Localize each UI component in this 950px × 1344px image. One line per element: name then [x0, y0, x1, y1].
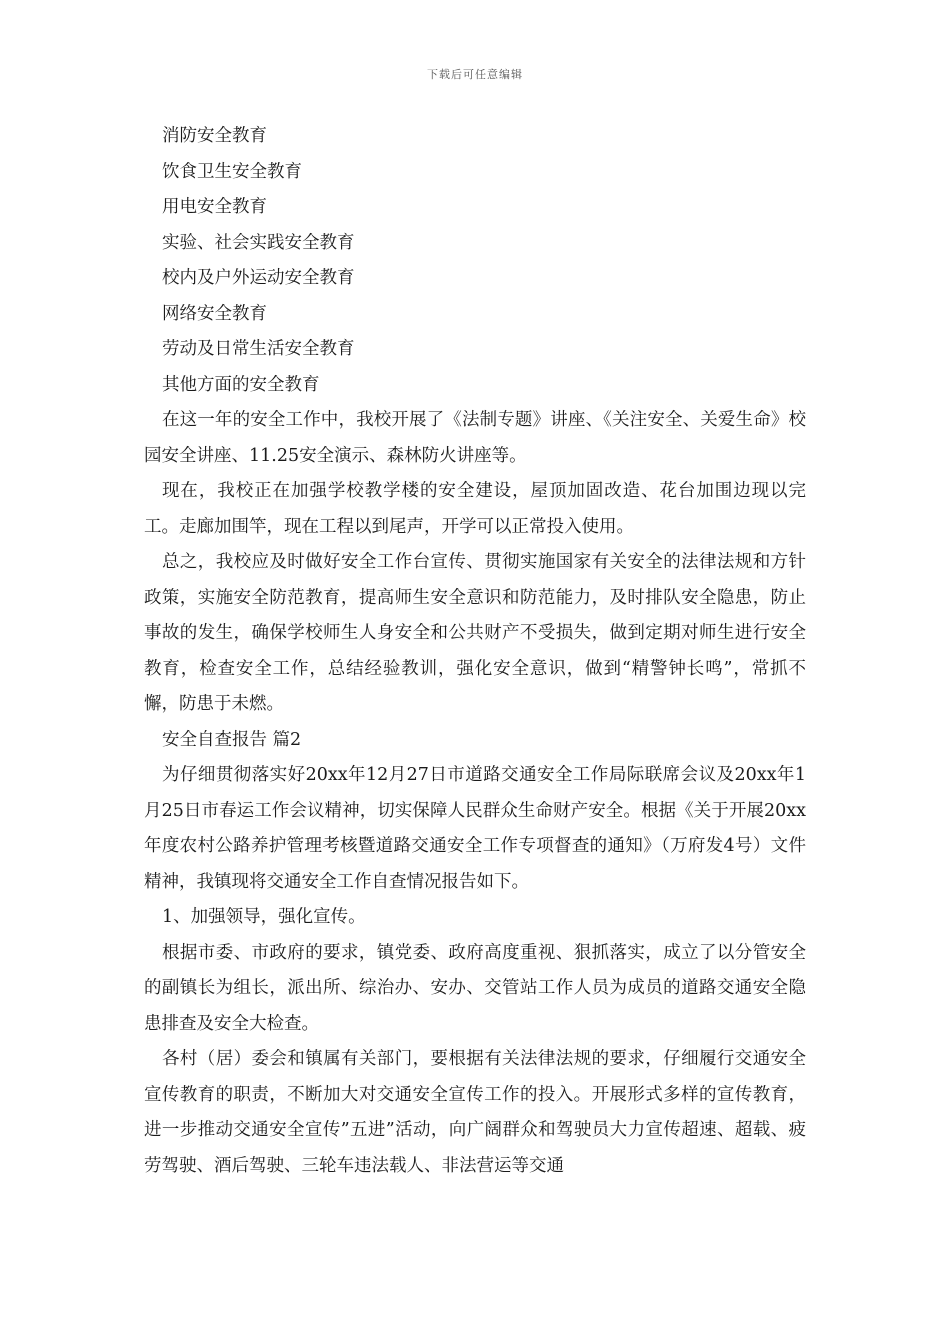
- document-body: [144, 119, 806, 1184]
- section-title: 安全自查报告 篇2: [162, 729, 302, 750]
- paragraph: 各村（居）委会和镇属有关部门，要根据有关法律法规的要求，仔细履行交通安全宣传教育的职责，不断加大对交通安全宣传工作的投入。开展形式多样的宣传教育，进一步推动交通安全宣传”五进”活动，向广阔群众和驾驶员大力宣传超速、超载、疲劳驾驶、酒后驾驶、三轮车违法载人、非法营运等交通: [144, 1049, 806, 1176]
- list-item: 网络安全教育: [162, 303, 267, 324]
- paragraph: 为仔细贯彻落实好20xx年12月27日市道路交通安全工作局际联席会议及20xx年1月25日市春运工作会议精神，切实保障人民群众生命财产安全。根据《关于开展20xx年度农村公路养护管理考核暨道路交通安全工作专项督查的通知》（万府发4号）文件精神，我镇现将交通安全工作自查情况报告如下。: [144, 765, 806, 892]
- list-item: 劳动及日常生活安全教育: [162, 339, 355, 359]
- paragraph: 在这一年的安全工作中，我校开展了《法制专题》讲座、《关注安全、关爱生命》校园安全讲座、11.25安全演示、森林防火讲座等。: [144, 410, 806, 466]
- paragraph: 现在，我校正在加强学校教学楼的安全建设，屋顶加固改造、花台加围边现以完工。走廊加围竿，现在工程以到尾声，开学可以正常投入使用。: [144, 481, 806, 537]
- paragraph: 根据市委、市政府的要求，镇党委、政府高度重视、狠抓落实，成立了以分管安全的副镇长为组长，派出所、综治办、安办、交管站工作人员为成员的道路交通安全隐患排查及安全大检查。: [144, 942, 806, 1034]
- list-item: 用电安全教育: [162, 197, 267, 217]
- list-item: 消防安全教育: [162, 126, 267, 146]
- paragraph: 1、加强领导，强化宣传。: [162, 907, 366, 927]
- list-item: 饮食卫生安全教育: [162, 161, 302, 182]
- list-item: 实验、社会实践安全教育: [162, 232, 355, 253]
- page-header: 下载后可任意编辑: [427, 68, 523, 81]
- list-item: 其他方面的安全教育: [162, 374, 320, 395]
- list-item: 校内及户外运动安全教育: [162, 268, 355, 288]
- paragraph: 总之，我校应及时做好安全工作台宣传、贯彻实施国家有关安全的法律法规和方针政策，实施安全防范教育，提高师生安全意识和防范能力，及时排队安全隐患，防止事故的发生，确保学校师生人身安全和公共财产不受损失，做到定期对师生进行安全教育，检查安全工作，总结经验教训，强化安全意识，做到“精警钟长鸣”，常抓不懈，防患于未燃。: [144, 552, 806, 714]
